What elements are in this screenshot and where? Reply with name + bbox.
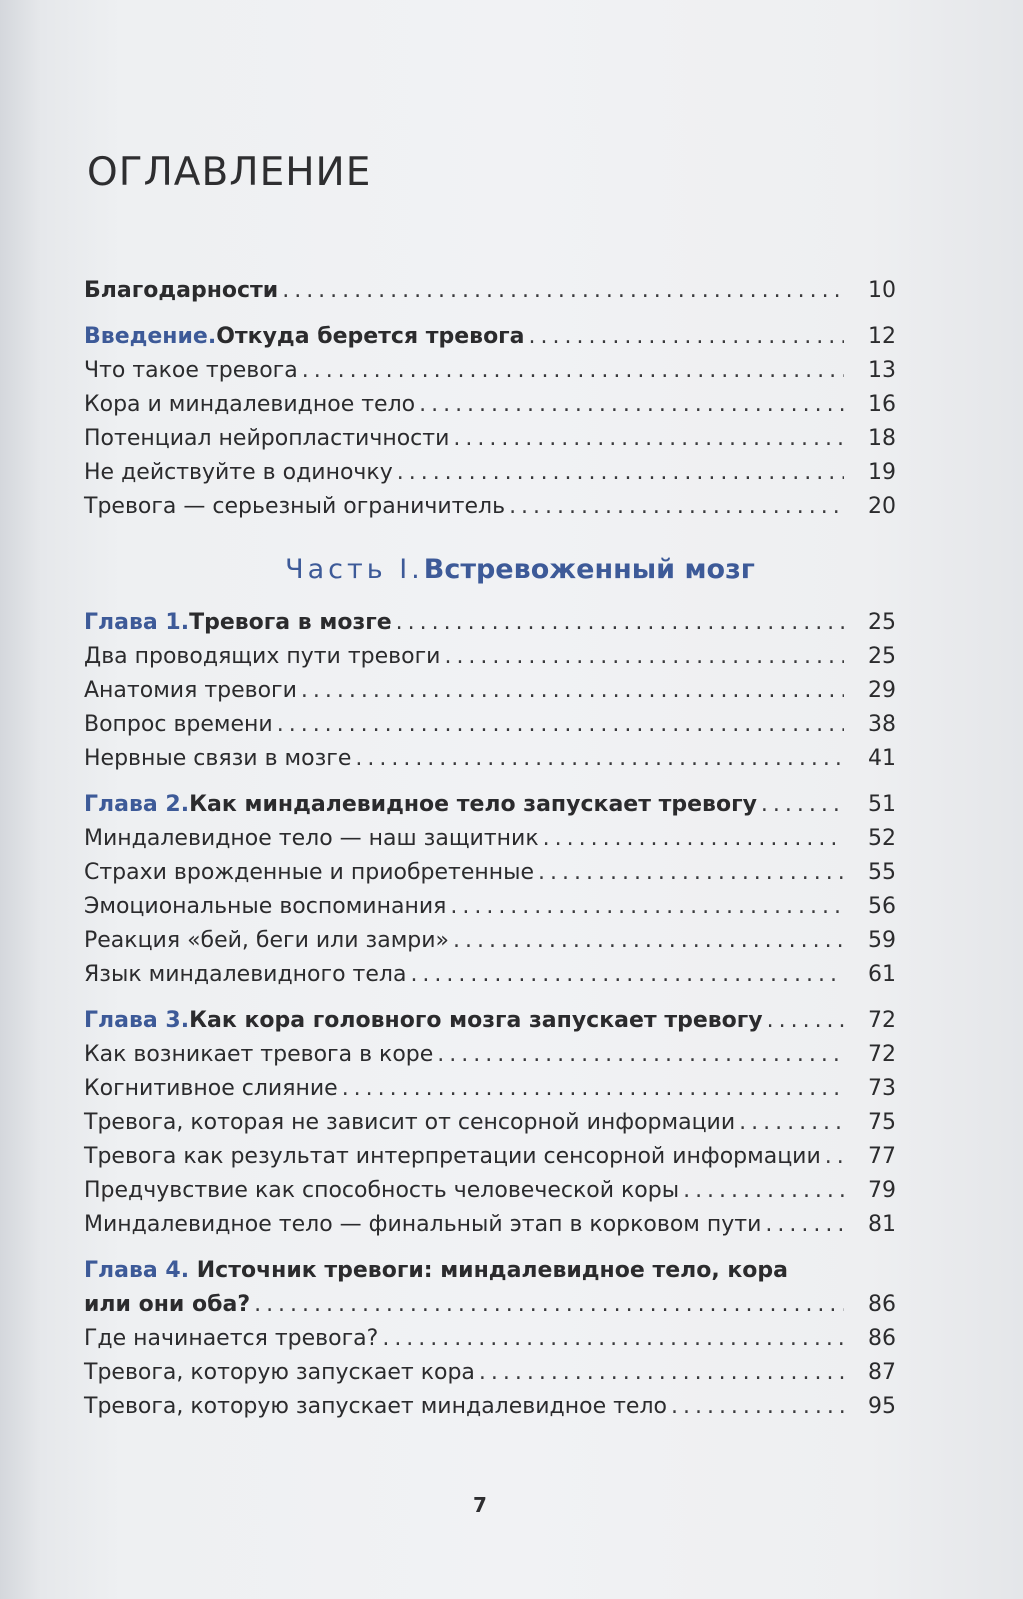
toc-section bbox=[84, 678, 896, 712]
dot-leader bbox=[410, 962, 844, 987]
section-title: Миндалевидное тело — финальный этап в корковом пути bbox=[84, 1212, 762, 1237]
section-title: Страхи врожденные и приобретенные bbox=[84, 860, 535, 885]
page-ref: 86 bbox=[868, 1292, 896, 1317]
toc-section bbox=[84, 1360, 896, 1394]
page-ref: 25 bbox=[868, 610, 896, 635]
page-ref: 72 bbox=[868, 1008, 896, 1033]
section-title: Кора и миндалевидное тело bbox=[84, 392, 416, 417]
section-title: Два проводящих пути тревоги bbox=[84, 644, 441, 669]
chapter-title: Как кора головного мозга запускает тревогу bbox=[189, 1008, 763, 1033]
toc-chapter bbox=[84, 324, 896, 358]
page-ref: 25 bbox=[868, 644, 896, 669]
page-ref: 79 bbox=[868, 1178, 896, 1203]
section-title: Эмоциональные воспоминания bbox=[84, 894, 447, 919]
part-heading bbox=[84, 540, 896, 598]
dot-leader bbox=[437, 1042, 844, 1067]
dot-leader bbox=[479, 1360, 844, 1385]
dot-leader bbox=[825, 1144, 844, 1169]
toc-section bbox=[84, 1326, 896, 1360]
page-ref: 38 bbox=[868, 712, 896, 737]
dot-leader bbox=[301, 678, 844, 703]
dot-leader bbox=[419, 392, 844, 417]
dot-leader bbox=[543, 826, 844, 851]
page-ref: 86 bbox=[868, 1326, 896, 1351]
section-title: Тревога, которую запускает миндалевидное тело bbox=[84, 1394, 667, 1419]
chapter-label: Глава 1. bbox=[84, 610, 190, 635]
toc-section bbox=[84, 392, 896, 426]
section-title: Потенциал нейропластичности bbox=[84, 426, 450, 451]
page-ref: 51 bbox=[868, 792, 896, 817]
page-ref: 10 bbox=[868, 278, 896, 303]
page-ref: 72 bbox=[868, 1042, 896, 1067]
chapter-title: Тревога в мозге bbox=[189, 610, 392, 635]
dot-leader bbox=[302, 358, 844, 383]
toc-section bbox=[84, 494, 896, 528]
toc-section bbox=[84, 1212, 896, 1246]
section-title: Где начинается тревога? bbox=[84, 1326, 379, 1351]
toc-section bbox=[84, 860, 896, 894]
toc-section bbox=[84, 712, 896, 746]
page-ref: 73 bbox=[868, 1076, 896, 1101]
dot-leader bbox=[397, 460, 844, 485]
toc-section bbox=[84, 962, 896, 996]
dot-leader bbox=[355, 746, 844, 771]
section-title: Миндалевидное тело — наш защитник bbox=[84, 826, 539, 851]
dot-leader bbox=[765, 1212, 844, 1237]
toc-section bbox=[84, 358, 896, 392]
toc-chapter bbox=[84, 1258, 896, 1326]
toc-chapter bbox=[84, 610, 896, 644]
page-ref: 41 bbox=[868, 746, 896, 771]
chapter-title: Как миндалевидное тело запускает тревогу bbox=[189, 792, 757, 817]
page-ref: 29 bbox=[868, 678, 896, 703]
dot-leader bbox=[509, 494, 844, 519]
toc-title: ОГЛАВЛЕНИЕ bbox=[87, 150, 372, 195]
toc-chapter bbox=[84, 792, 896, 826]
toc-section bbox=[84, 1076, 896, 1110]
dot-leader bbox=[538, 860, 844, 885]
section-title: Когнитивное слияние bbox=[84, 1076, 338, 1101]
chapter-label: Глава 4. bbox=[84, 1258, 190, 1283]
chapter-title: Откуда берется тревога bbox=[216, 324, 525, 349]
page-ref: 59 bbox=[868, 928, 896, 953]
page-ref: 19 bbox=[868, 460, 896, 485]
section-title: Как возникает тревога в коре bbox=[84, 1042, 434, 1067]
section-title: Тревога, которая не зависит от сенсорной информации bbox=[84, 1110, 736, 1135]
page-ref: 12 bbox=[868, 324, 896, 349]
dot-leader bbox=[282, 278, 844, 303]
toc-section bbox=[84, 644, 896, 678]
page-number: 7 bbox=[473, 1493, 487, 1517]
page-ref: 95 bbox=[868, 1394, 896, 1419]
toc-section bbox=[84, 1178, 896, 1212]
toc-section bbox=[84, 894, 896, 928]
toc-section bbox=[84, 928, 896, 962]
dot-leader bbox=[761, 792, 844, 817]
dot-leader bbox=[767, 1008, 844, 1033]
chapter-title-continued: или они оба? bbox=[84, 1292, 251, 1317]
section-title: Нервные связи в мозге bbox=[84, 746, 352, 771]
page-ref: 52 bbox=[868, 826, 896, 851]
chapter-label: Глава 2. bbox=[84, 792, 190, 817]
section-title: Анатомия тревоги bbox=[84, 678, 297, 703]
dot-leader bbox=[382, 1326, 844, 1351]
dot-leader bbox=[683, 1178, 844, 1203]
page-ref: 16 bbox=[868, 392, 896, 417]
toc-section bbox=[84, 1144, 896, 1178]
page-ref: 61 bbox=[868, 962, 896, 987]
dot-leader bbox=[739, 1110, 844, 1135]
page-ref: 13 bbox=[868, 358, 896, 383]
toc-section bbox=[84, 1110, 896, 1144]
dot-leader bbox=[453, 426, 844, 451]
toc-section bbox=[84, 1394, 896, 1428]
toc-section bbox=[84, 746, 896, 780]
page-ref: 75 bbox=[868, 1110, 896, 1135]
toc-chapter bbox=[84, 1008, 896, 1042]
page-ref: 77 bbox=[868, 1144, 896, 1169]
page-ref: 87 bbox=[868, 1360, 896, 1385]
toc-section bbox=[84, 826, 896, 860]
page-ref: 56 bbox=[868, 894, 896, 919]
dot-leader bbox=[342, 1076, 844, 1101]
dot-leader bbox=[529, 324, 844, 349]
section-title: Предчувствие как способность человеческой коры bbox=[84, 1178, 680, 1203]
section-title: Тревога — серьезный ограничитель bbox=[84, 494, 506, 519]
part-label: Часть I. bbox=[285, 553, 424, 585]
dot-leader bbox=[450, 894, 844, 919]
toc-chapter bbox=[84, 278, 896, 312]
chapter-label: Введение. bbox=[84, 324, 217, 349]
toc-chapter-line bbox=[84, 1258, 896, 1292]
page-ref: 81 bbox=[868, 1212, 896, 1237]
dot-leader bbox=[396, 610, 844, 635]
toc-section bbox=[84, 460, 896, 494]
section-title: Язык миндалевидного тела bbox=[84, 962, 407, 987]
section-title: Не действуйте в одиночку bbox=[84, 460, 393, 485]
section-title: Тревога как результат интерпретации сенсорной информации bbox=[84, 1144, 821, 1169]
part-title: Встревоженный мозг bbox=[423, 553, 755, 585]
dot-leader bbox=[671, 1394, 844, 1419]
toc-chapter-line bbox=[84, 1292, 896, 1326]
section-title: Реакция «бей, беги или замри» bbox=[84, 928, 450, 953]
dot-leader bbox=[444, 644, 844, 669]
section-title: Что такое тревога bbox=[84, 358, 298, 383]
page-ref: 55 bbox=[868, 860, 896, 885]
chapter-label: Глава 3. bbox=[84, 1008, 190, 1033]
dot-leader bbox=[453, 928, 844, 953]
section-title: Тревога, которую запускает кора bbox=[84, 1360, 475, 1385]
page-ref: 18 bbox=[868, 426, 896, 451]
dot-leader bbox=[254, 1292, 844, 1317]
section-title: Вопрос времени bbox=[84, 712, 273, 737]
dot-leader bbox=[277, 712, 844, 737]
chapter-title: Благодарности bbox=[84, 278, 279, 303]
page-ref: 20 bbox=[868, 494, 896, 519]
chapter-title: Источник тревоги: миндалевидное тело, кора bbox=[196, 1258, 788, 1283]
table-of-contents bbox=[84, 278, 896, 1428]
toc-section bbox=[84, 1042, 896, 1076]
toc-section bbox=[84, 426, 896, 460]
